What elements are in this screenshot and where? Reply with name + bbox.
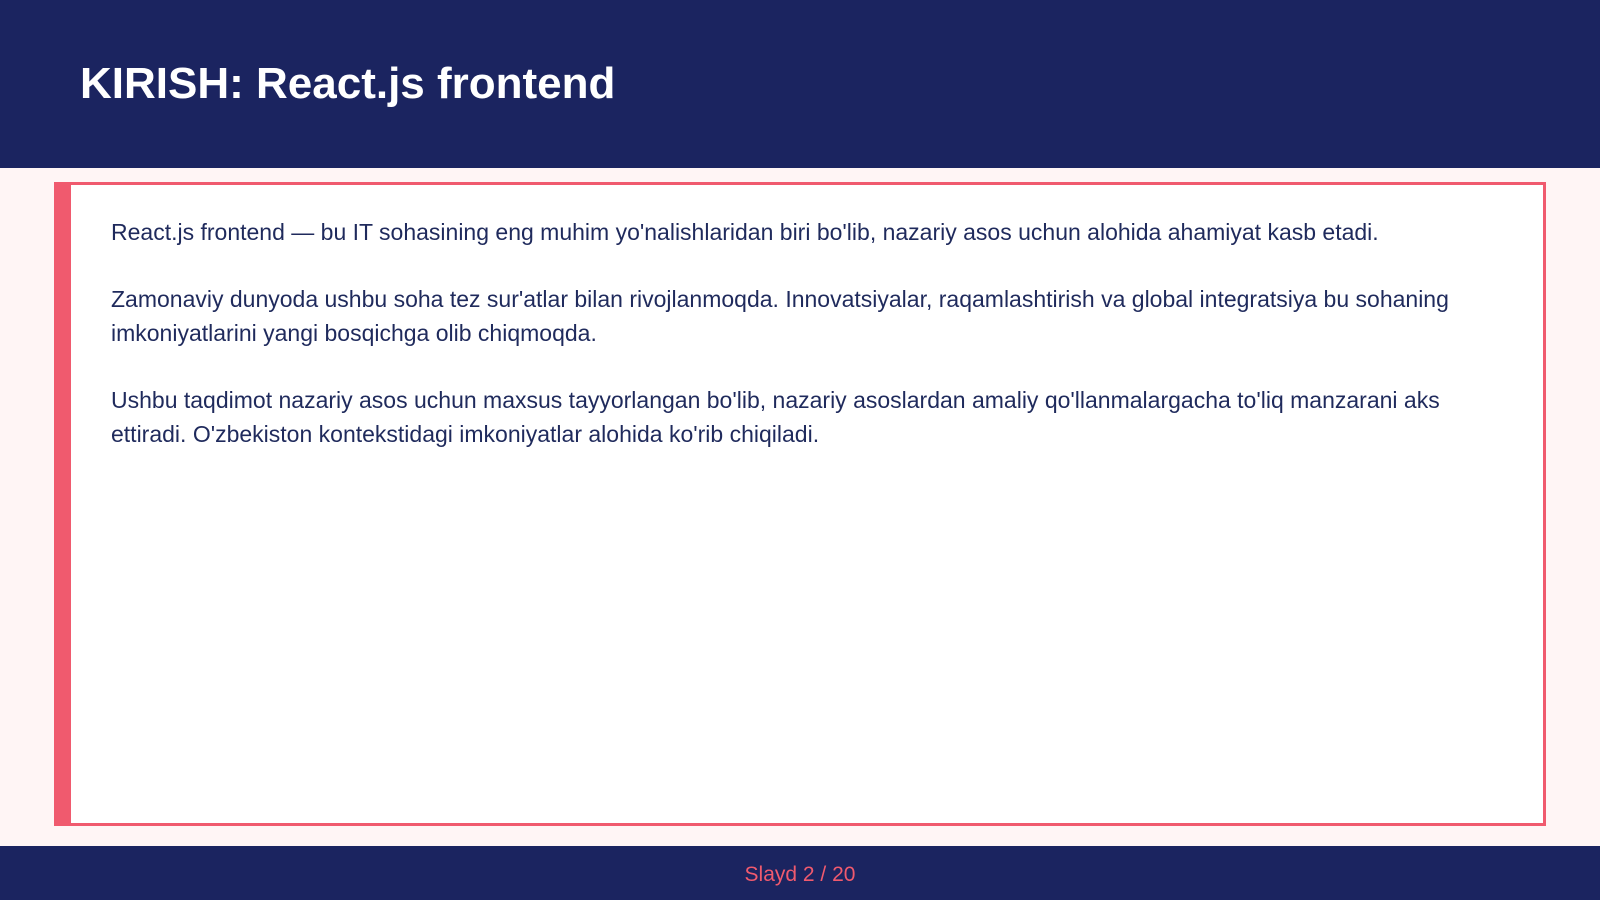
content-text [111, 215, 1501, 484]
content-card [54, 182, 1546, 826]
slide-counter: Slayd 2 / 20 [744, 863, 856, 886]
slide-footer [0, 846, 1600, 900]
purpose-paragraph: Ushbu taqdimot nazariy asos uchun maxsus tayyorlangan bo'lib, nazariy asoslardan amaliy qo'llanmalargacha to'liq manzarani aks ettiradi. O'zbekiston kontekstidagi imkoniyatlar alohida ko'rib chiqiladi. [111, 387, 1440, 447]
intro-paragraph: React.js frontend — bu IT sohasining eng muhim yo'nalishlaridan biri bo'lib, nazariy asos uchun alohida ahamiyat kasb etadi. [111, 219, 1379, 245]
context-paragraph: Zamonaviy dunyoda ushbu soha tez sur'atlar bilan rivojlanmoqda. Innovatsiyalar, raqamlashtirish va global integratsiya bu sohaning imkoniyatlarini yangi bosqichga olib chiqmoqda. [111, 286, 1449, 346]
slide-header [0, 0, 1600, 168]
slide-title: KIRISH: React.js frontend [80, 59, 616, 108]
